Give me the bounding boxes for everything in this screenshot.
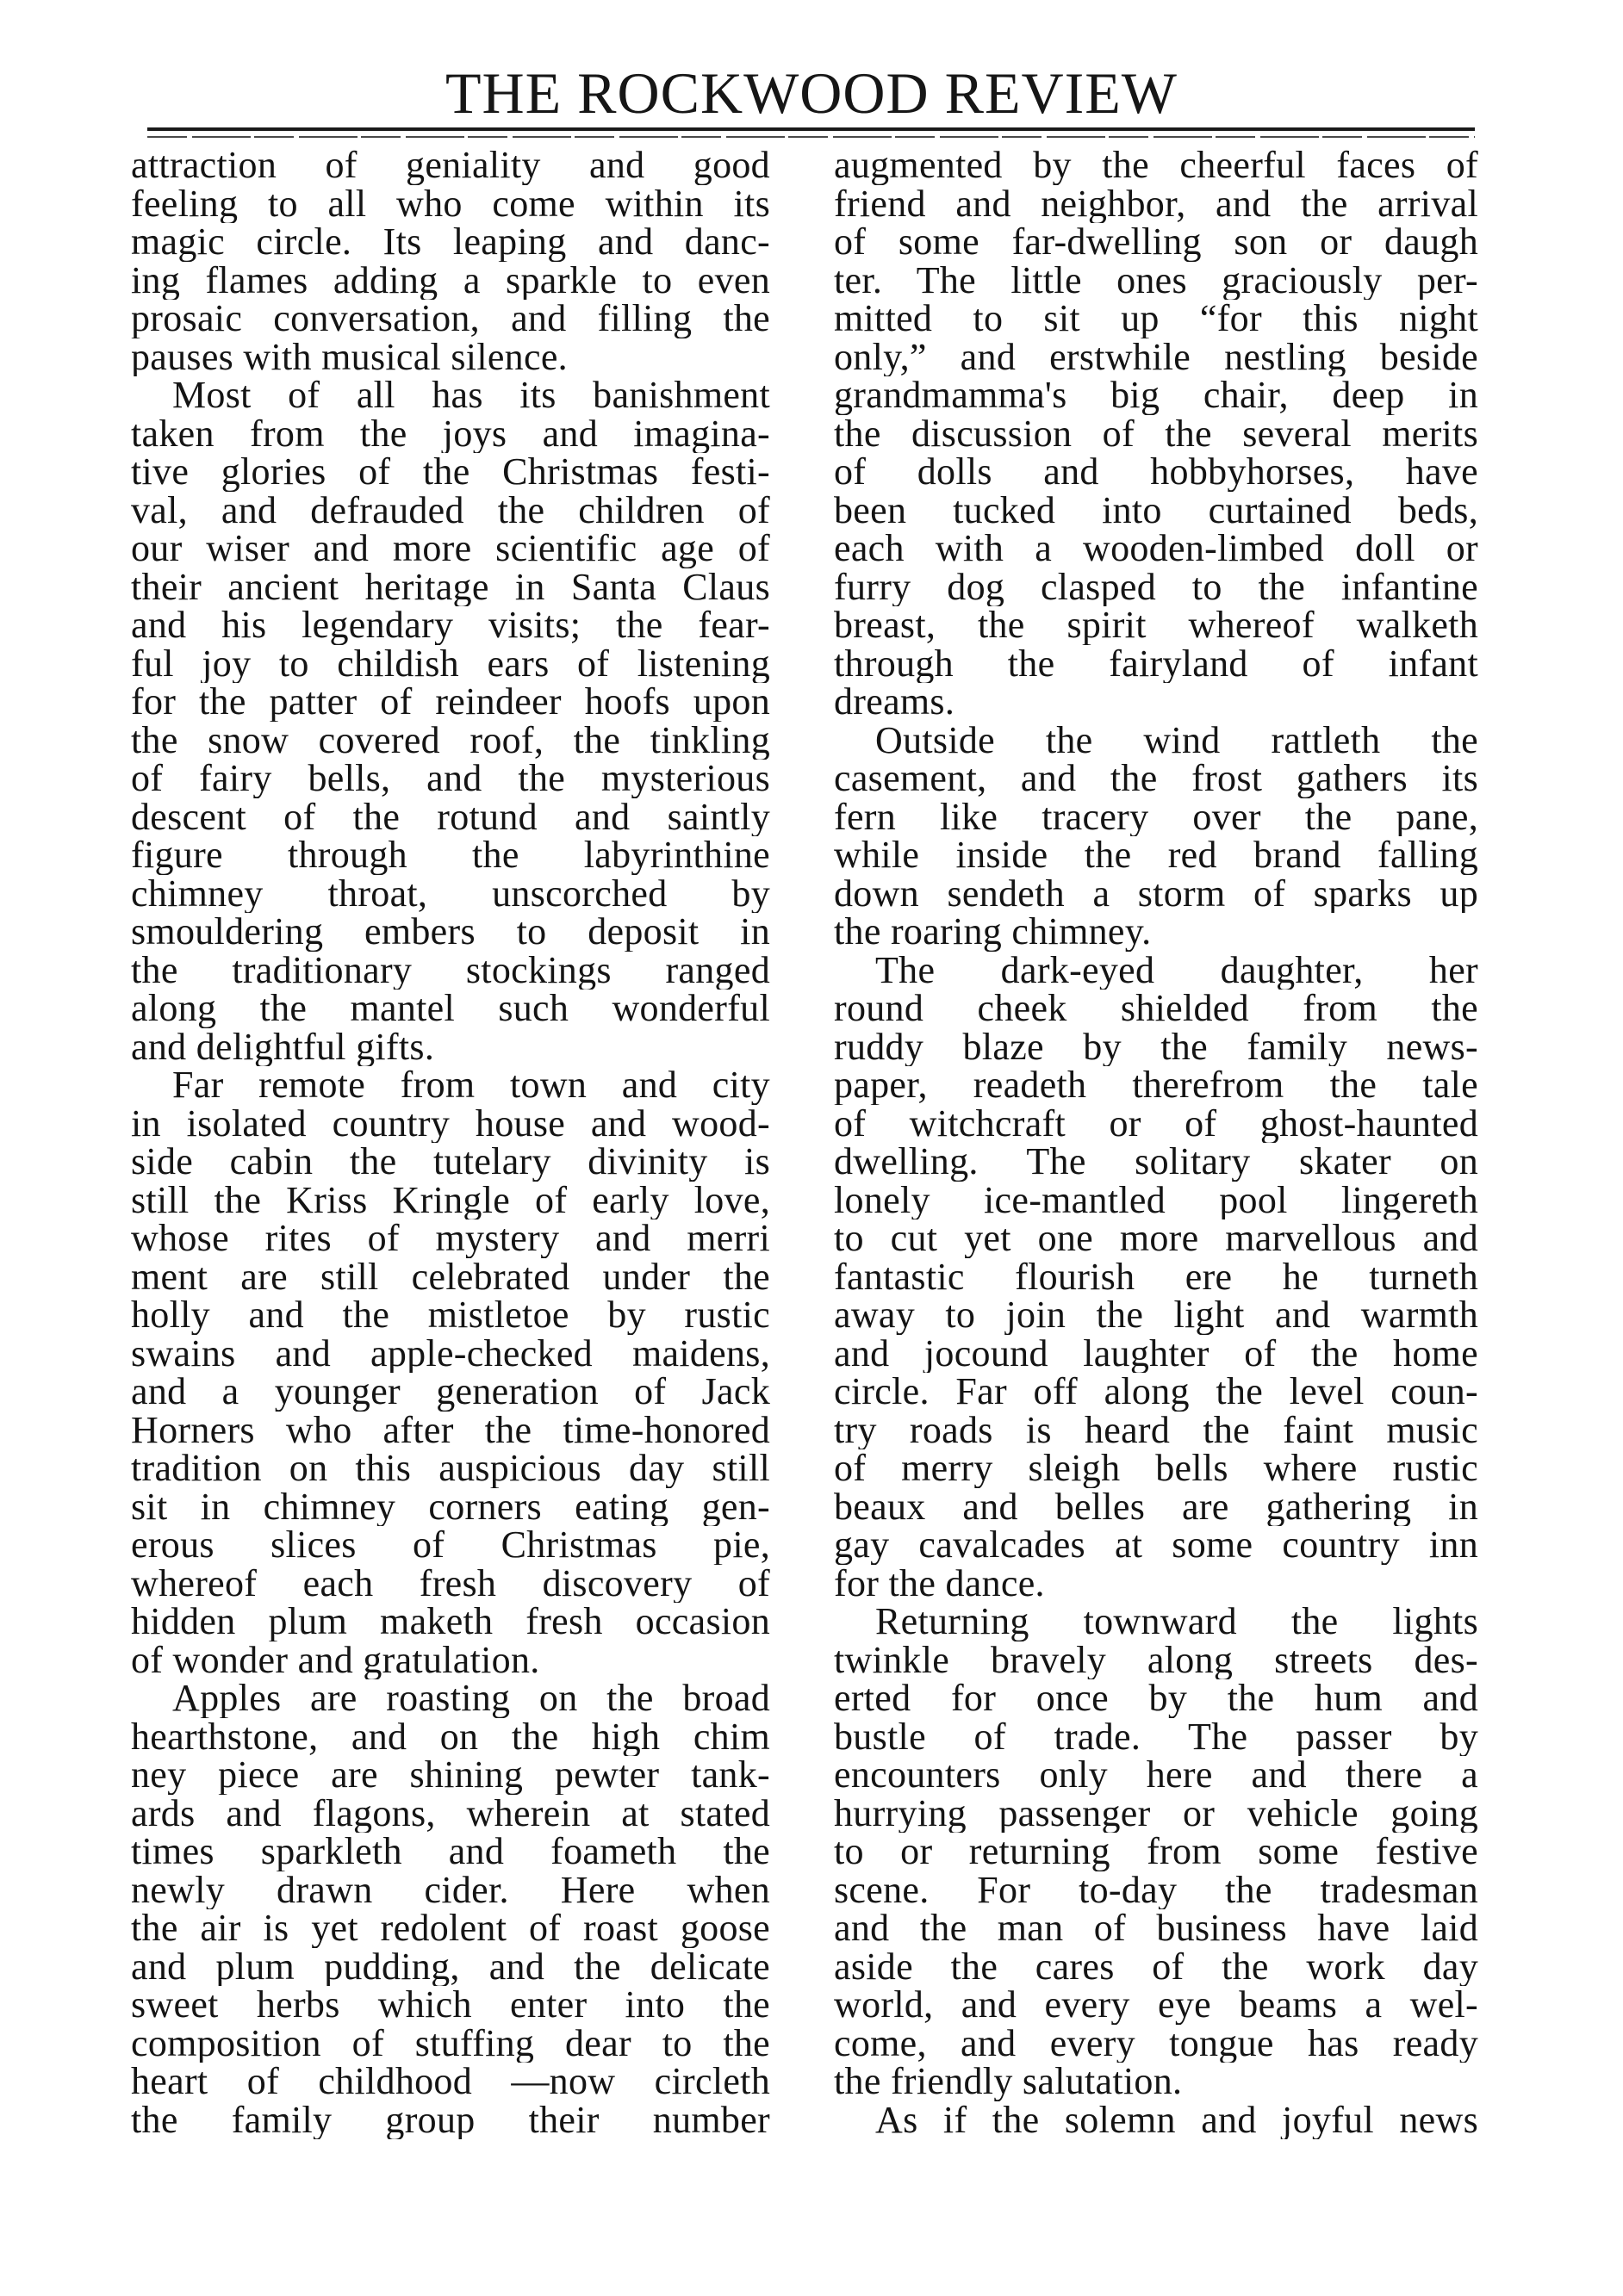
text-line: breast, the spirit whereof walketh (834, 606, 1478, 645)
text-line: grandmamma's big chair, deep in (834, 376, 1478, 415)
text-line: ment are still celebrated under the (131, 1257, 770, 1296)
text-line: only,” and erstwhile nestling beside (834, 338, 1478, 376)
text-line: to cut yet one more marvellous and (834, 1219, 1478, 1258)
text-line: still the Kriss Kringle of early love, (131, 1181, 770, 1219)
right-column (834, 146, 1478, 2139)
text-line: ing flames adding a sparkle to even (131, 261, 770, 300)
text-line: the friendly salutation. (834, 2063, 1183, 2101)
text-line: Outside the wind rattleth the (875, 721, 1478, 760)
text-line: val, and defrauded the children of (131, 491, 770, 530)
text-line: the roaring chimney. (834, 913, 1152, 952)
text-line: the traditionary stockings ranged (131, 951, 770, 990)
text-line: while inside the red brand falling (834, 836, 1478, 875)
text-line: fantastic flourish ere he turneth (834, 1257, 1478, 1296)
masthead-rule-thin (147, 136, 1475, 138)
text-line: As if the solemn and joyful news (875, 2101, 1478, 2139)
text-line: and delightful gifts. (131, 1027, 435, 1066)
text-line: sweet herbs which enter into the (131, 1986, 770, 2025)
text-line: The dark-eyed daughter, her (875, 951, 1478, 990)
text-line: to or returning from some festive (834, 1833, 1478, 1871)
text-line: our wiser and more scientific age of (131, 530, 770, 568)
text-line: erted for once by the hum and (834, 1679, 1478, 1718)
text-line: ter. The little ones graciously per- (834, 261, 1478, 300)
text-line: figure through the labyrinthine (131, 836, 770, 875)
text-line: holly and the mistletoe by rustic (131, 1296, 770, 1335)
text-line: down sendeth a storm of sparks up (834, 874, 1478, 913)
paragraph (131, 1679, 770, 2139)
paragraph (834, 146, 1478, 722)
text-line: side cabin the tutelary divinity is (131, 1143, 770, 1182)
text-line: their ancient heritage in Santa Claus (131, 568, 770, 606)
text-line: composition of stuffing dear to the (131, 2024, 770, 2063)
text-line: round cheek shielded from the (834, 990, 1478, 1028)
text-line: of witchcraft or of ghost-haunted (834, 1104, 1478, 1143)
text-line: ney piece are shining pewter tank- (131, 1756, 770, 1795)
text-line: circle. Far off along the level coun- (834, 1373, 1478, 1412)
paragraph (834, 2101, 1478, 2140)
left-column (131, 146, 770, 2139)
text-line: dwelling. The solitary skater on (834, 1143, 1478, 1182)
text-line: prosaic conversation, and filling the (131, 300, 770, 338)
text-line: bustle of trade. The passer by (834, 1717, 1478, 1756)
text-line: come, and every tongue has ready (834, 2024, 1478, 2063)
text-line: attraction of geniality and good (131, 146, 770, 185)
text-line: mitted to sit up “for this night (834, 300, 1478, 338)
text-line: scene. For to-day the tradesman (834, 1871, 1478, 1909)
text-line: encounters only here and there a (834, 1756, 1478, 1795)
text-line: the family group their number (131, 2101, 770, 2139)
text-line: heart of childhood —now circleth (131, 2063, 770, 2101)
text-line: descent of the rotund and saintly (131, 797, 770, 836)
text-line: ruddy blaze by the family news- (834, 1027, 1478, 1066)
text-line: newly drawn cider. Here when (131, 1871, 770, 1909)
text-line: of fairy bells, and the mysterious (131, 760, 770, 798)
text-line: Returning townward the lights (875, 1603, 1478, 1641)
text-line: along the mantel such wonderful (131, 990, 770, 1028)
text-line: gay cavalcades at some country inn (834, 1526, 1478, 1565)
paragraph (834, 1603, 1478, 2101)
text-line: twinkle bravely along streets des- (834, 1641, 1478, 1679)
paragraph (834, 722, 1478, 952)
paragraph (131, 146, 770, 376)
paragraph (834, 952, 1478, 1604)
text-line: augmented by the cheerful faces of (834, 146, 1478, 185)
text-line: magic circle. Its leaping and danc- (131, 223, 770, 262)
text-line: in isolated country house and wood- (131, 1104, 770, 1143)
text-line: sit in chimney corners eating gen- (131, 1487, 770, 1526)
text-line: Horners who after the time-honored (131, 1411, 770, 1449)
text-line: and his legendary visits; the fear- (131, 606, 770, 645)
text-line: casement, and the frost gathers its (834, 760, 1478, 798)
text-line: fern like tracery over the pane, (834, 797, 1478, 836)
text-line: each with a wooden-limbed doll or (834, 530, 1478, 568)
text-line: Apples are roasting on the broad (172, 1679, 770, 1718)
masthead-rule-thick (147, 127, 1475, 131)
text-line: and jocound laughter of the home (834, 1334, 1478, 1373)
text-line: the air is yet redolent of roast goose (131, 1909, 770, 1948)
text-line: chimney throat, unscorched by (131, 874, 770, 913)
text-line: taken from the joys and imagina- (131, 414, 770, 453)
text-line: try roads is heard the faint music (834, 1411, 1478, 1449)
text-line: away to join the light and warmth (834, 1296, 1478, 1335)
text-line: for the patter of reindeer hoofs upon (131, 683, 770, 722)
paragraph (131, 376, 770, 1066)
text-line: hidden plum maketh fresh occasion (131, 1603, 770, 1641)
text-line: through the fairyland of infant (834, 644, 1478, 683)
text-line: times sparkleth and foameth the (131, 1833, 770, 1871)
text-line: whereof each fresh discovery of (131, 1564, 770, 1603)
text-line: for the dance. (834, 1564, 1045, 1603)
text-line: tive glories of the Christmas festi- (131, 453, 770, 492)
text-line: hearthstone, and on the high chim (131, 1717, 770, 1756)
text-line: and plum pudding, and the delicate (131, 1947, 770, 1986)
text-line: friend and neighbor, and the arrival (834, 184, 1478, 223)
text-line: whose rites of mystery and merri (131, 1219, 770, 1258)
paragraph (131, 1066, 770, 1679)
text-line: the snow covered roof, the tinkling (131, 721, 770, 760)
masthead-title: THE ROCKWOOD REVIEW (445, 60, 1178, 126)
text-line: of some far-dwelling son or daugh (834, 223, 1478, 262)
text-line: paper, readeth therefrom the tale (834, 1066, 1478, 1105)
text-line: beaux and belles are gathering in (834, 1487, 1478, 1526)
text-line: been tucked into curtained beds, (834, 491, 1478, 530)
text-line: the discussion of the several merits (834, 414, 1478, 453)
text-line: Most of all has its banishment (172, 376, 770, 415)
text-line: erous slices of Christmas pie, (131, 1526, 770, 1565)
text-line: smouldering embers to deposit in (131, 913, 770, 952)
text-line: Far remote from town and city (172, 1066, 770, 1105)
text-line: lonely ice-mantled pool lingereth (834, 1181, 1478, 1219)
text-line: hurrying passenger or vehicle going (834, 1794, 1478, 1833)
text-line: furry dog clasped to the infantine (834, 568, 1478, 606)
text-line: world, and every eye beams a wel- (834, 1986, 1478, 2025)
text-line: of wonder and gratulation. (131, 1641, 540, 1679)
text-line: dreams. (834, 683, 955, 722)
text-line: pauses with musical silence. (131, 338, 568, 376)
text-line: ful joy to childish ears of listening (131, 644, 770, 683)
text-line: and a younger generation of Jack (131, 1373, 770, 1412)
text-line: ards and flagons, wherein at stated (131, 1794, 770, 1833)
text-line: tradition on this auspicious day still (131, 1449, 770, 1488)
text-line: of dolls and hobbyhorses, have (834, 453, 1478, 492)
text-line: of merry sleigh bells where rustic (834, 1449, 1478, 1488)
text-line: aside the cares of the work day (834, 1947, 1478, 1986)
text-line: swains and apple-checked maidens, (131, 1334, 770, 1373)
text-line: and the man of business have laid (834, 1909, 1478, 1948)
text-line: feeling to all who come within its (131, 184, 770, 223)
